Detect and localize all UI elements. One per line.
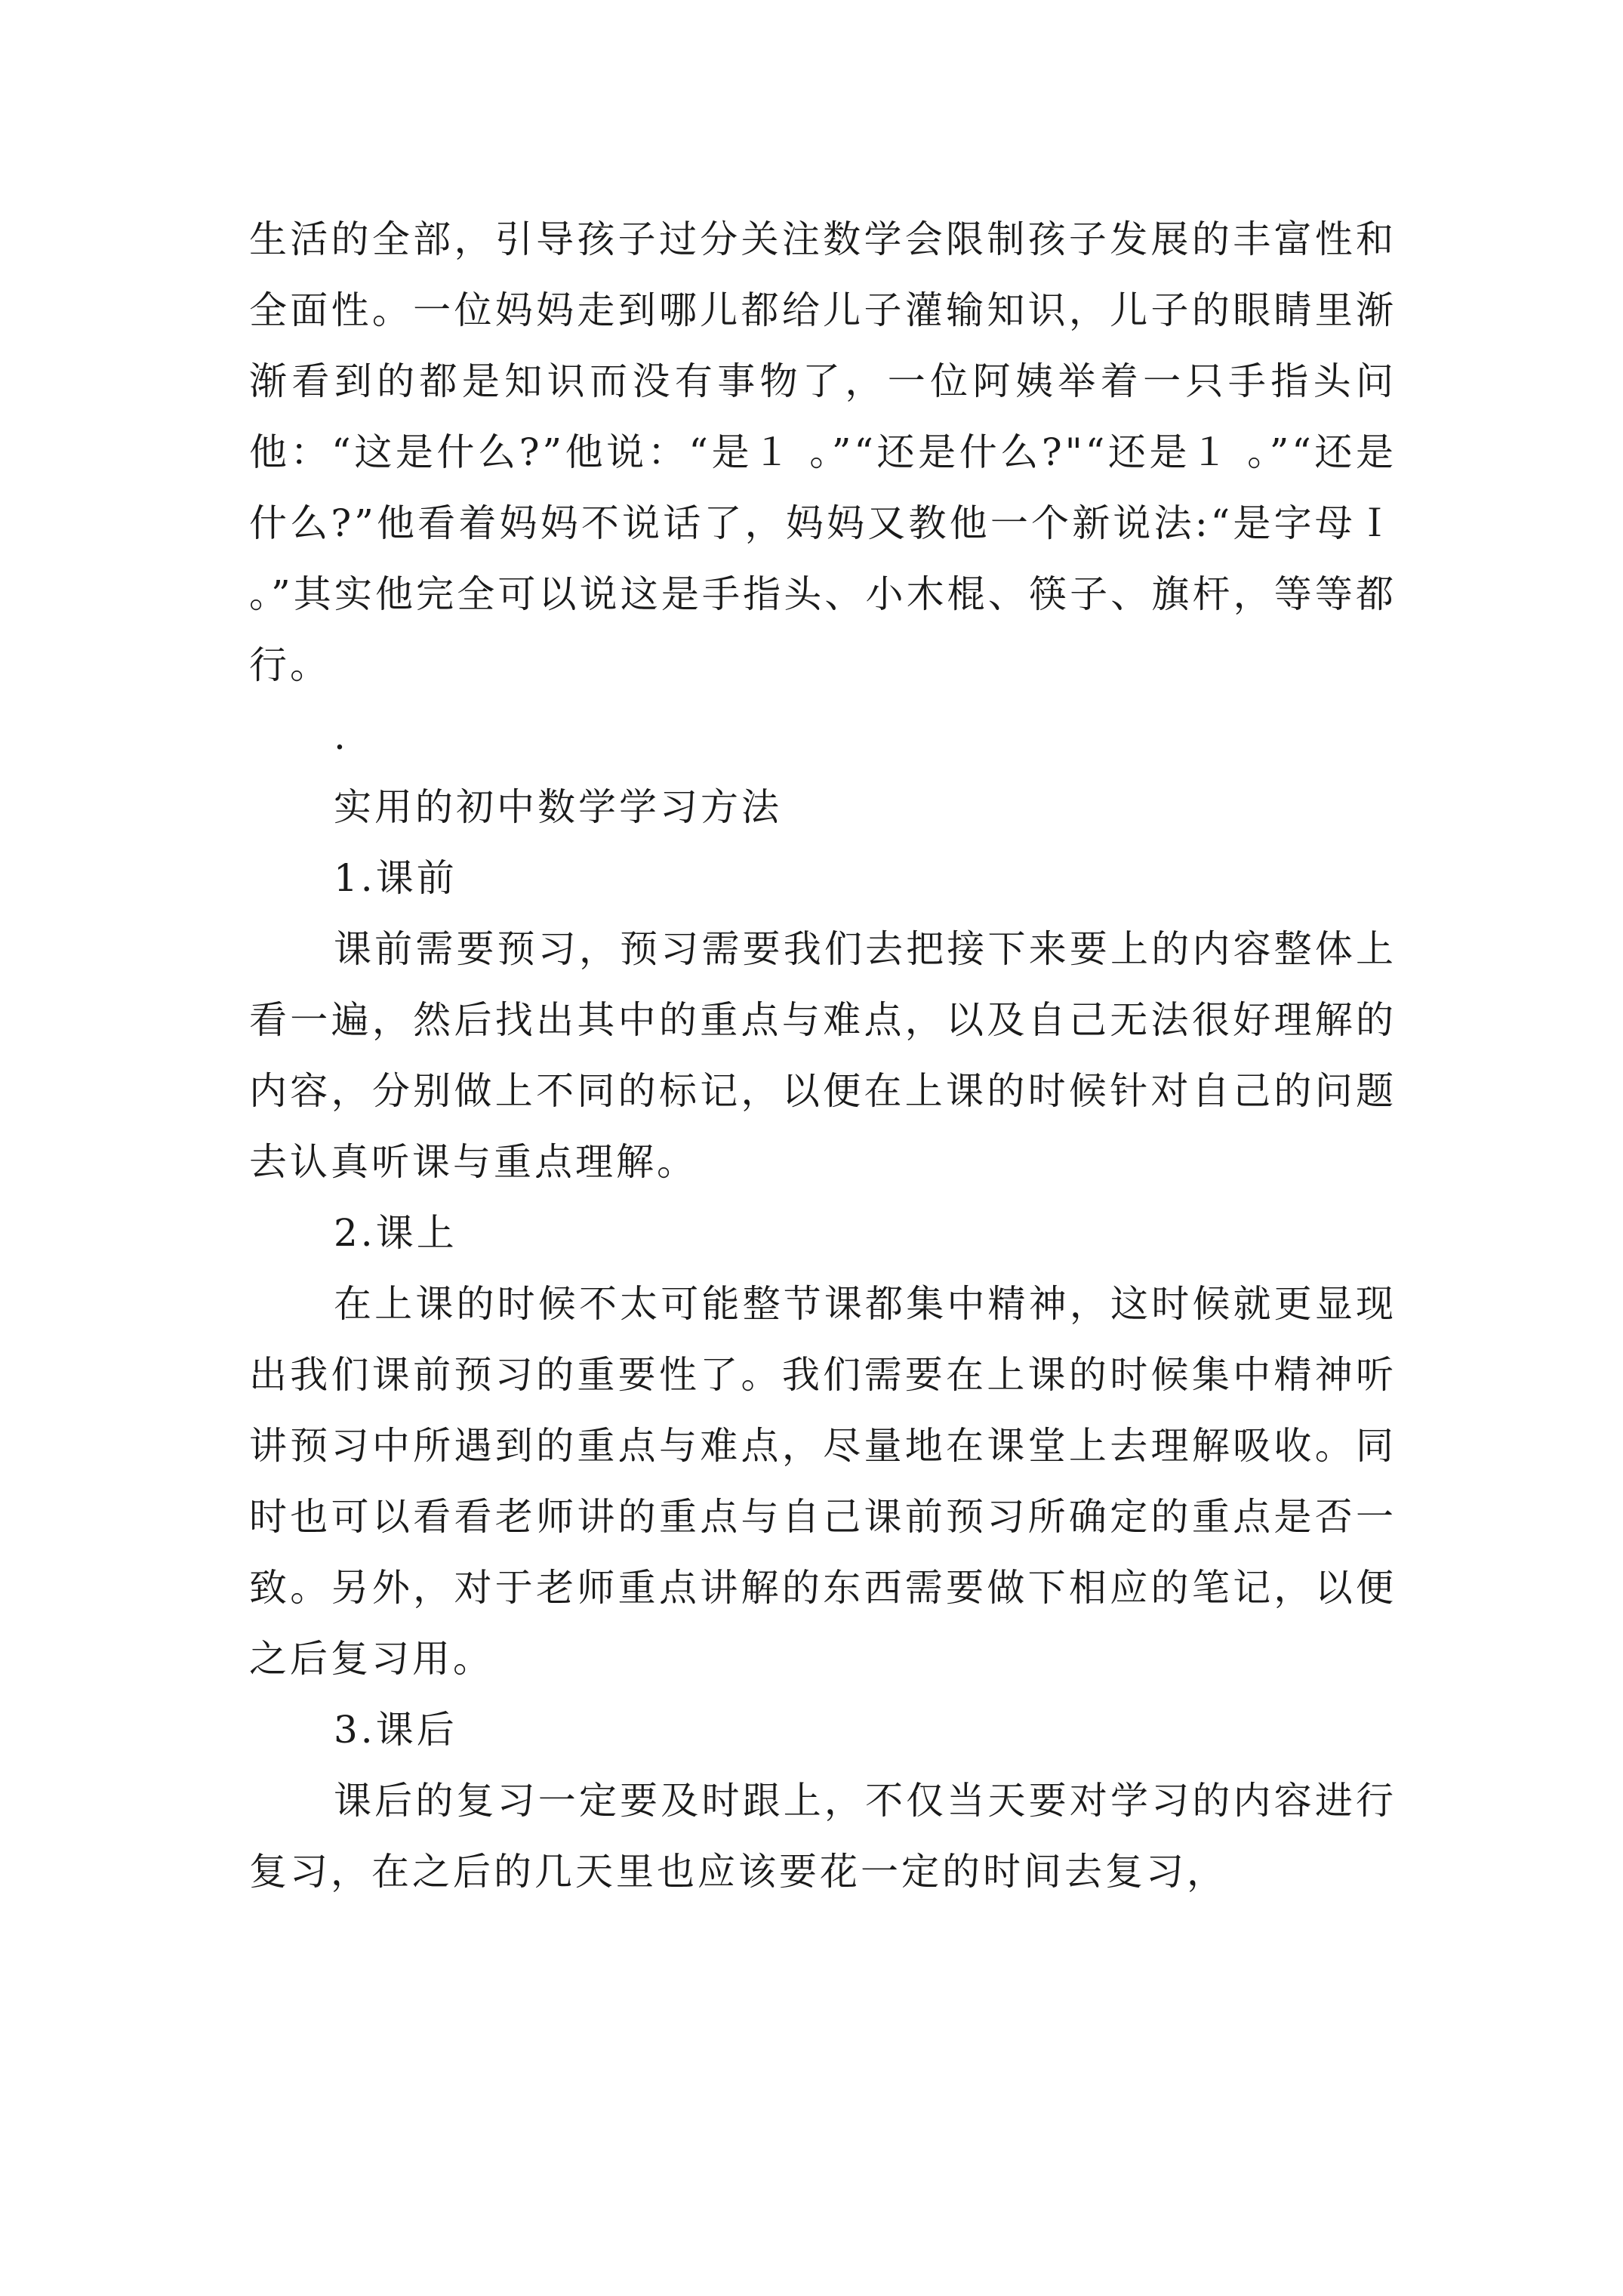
paragraph-in-class: 在上课的时候不太可能整节课都集中精神，这时候就更显现出我们课前预习的重要性了。我们需要在上课的时候集中精神听讲预习中所遇到的重点与难点，尽量地在课堂上去理解吸收。同时也可以看看老师讲的重点与自己课前预习所确定的重点是否一致。另外，对于老师重点讲解的东西需要做下相应的笔记，以便之后复习用。 (249, 1282, 1397, 1681)
section-title: 实用的初中数学学习方法 (334, 785, 782, 829)
heading-before-class: 1.课前 (334, 856, 457, 900)
heading-after-class: 3.课后 (334, 1708, 457, 1752)
paragraph-after-class: 课后的复习一定要及时跟上，不仅当天要对学习的内容进行复习，在之后的几天里也应该要花一定的时间去复习， (249, 1779, 1397, 1894)
separator-dot: . (334, 714, 346, 758)
paragraph-intro: 生活的全部，引导孩子过分关注数学会限制孩子发展的丰富性和全面性。一位妈妈走到哪儿都给儿子灌输知识，儿子的眼睛里渐渐看到的都是知识而没有事物了，一位阿姨举着一只手指头问他：“这是什么?”他说：“是１ 。”“还是什么?"“还是１ 。”“还是什么?”他看着妈妈不说话了，妈妈又教他一个新说法:“是字母Ｉ 。”其实他完全可以说这是手指头、小木棍、筷子、旗杆，等等都行。 (249, 217, 1397, 687)
document-body (249, 204, 1397, 1907)
heading-in-class: 2.课上 (334, 1211, 457, 1255)
paragraph-before-class: 课前需要预习，预习需要我们去把接下来要上的内容整体上看一遍，然后找出其中的重点与难点，以及自己无法很好理解的内容，分别做上不同的标记，以便在上课的时候针对自己的问题去认真听课与重点理解。 (249, 927, 1397, 1184)
